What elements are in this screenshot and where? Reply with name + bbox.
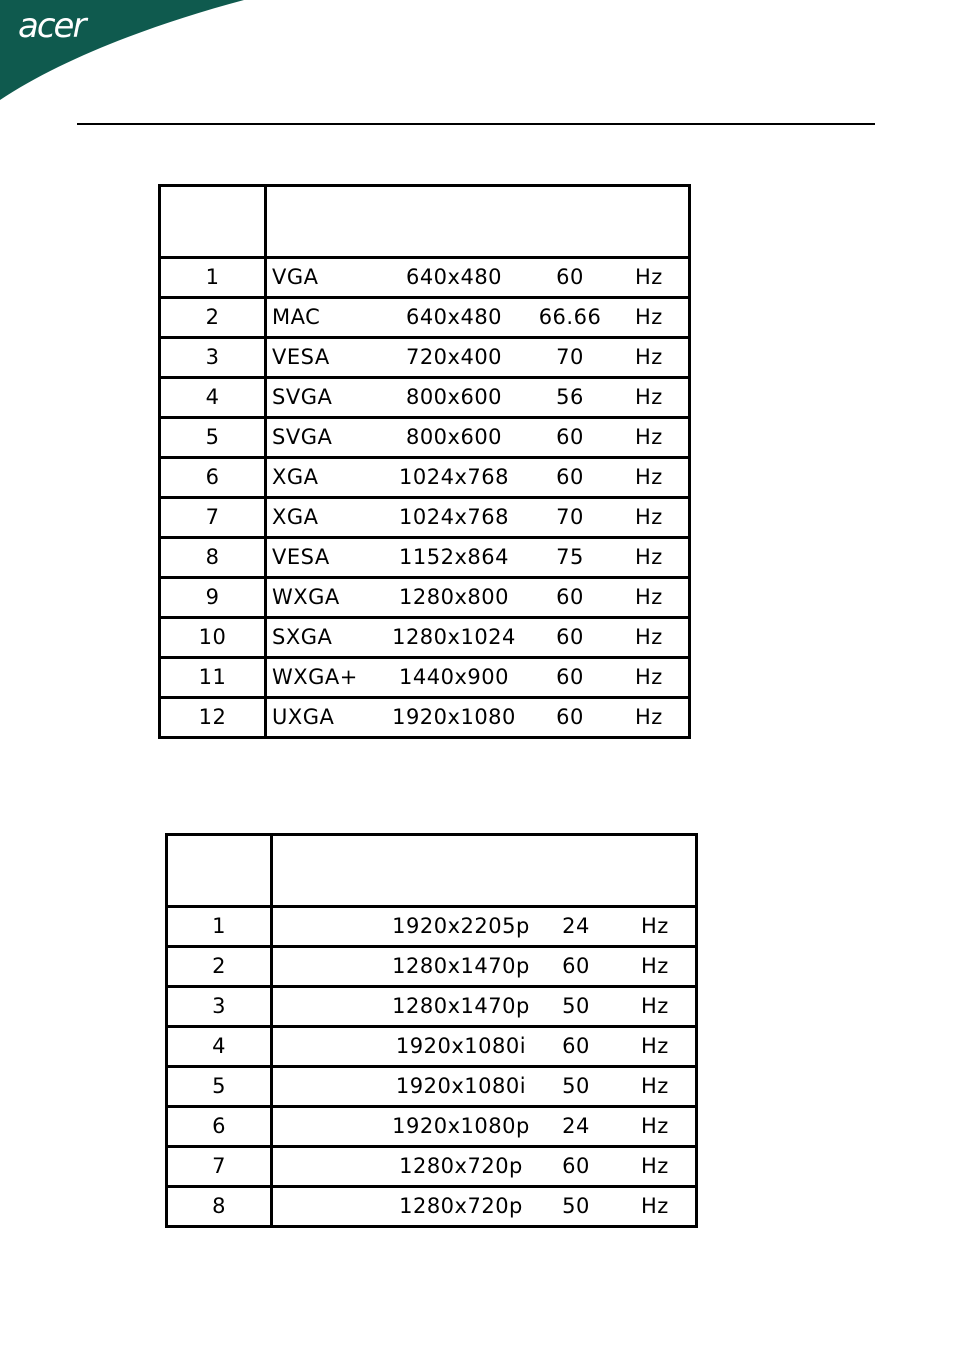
mode-cell <box>266 658 690 698</box>
mode-cell <box>266 538 690 578</box>
row-number: 1 <box>167 907 272 947</box>
header-cell-no <box>160 186 266 258</box>
table-row <box>160 418 690 458</box>
row-number: 2 <box>160 298 266 338</box>
rate-unit: Hz <box>635 425 663 449</box>
table-row <box>160 378 690 418</box>
mode-name: UXGA <box>272 705 335 729</box>
resolution: 1024x768 <box>399 465 509 489</box>
row-number: 2 <box>167 947 272 987</box>
refresh-rate: 75 <box>556 545 584 569</box>
row-number: 8 <box>167 1187 272 1227</box>
refresh-rate: 24 <box>562 1114 590 1138</box>
resolution: 1024x768 <box>399 505 509 529</box>
video-timing-table <box>165 833 698 1228</box>
rate-unit: Hz <box>635 625 663 649</box>
refresh-rate: 60 <box>562 954 590 978</box>
resolution: 1152x864 <box>399 545 509 569</box>
rate-unit: Hz <box>641 914 669 938</box>
table-row <box>167 1107 697 1147</box>
rate-unit: Hz <box>641 1154 669 1178</box>
table-row <box>167 987 697 1027</box>
table-row <box>160 458 690 498</box>
rate-unit: Hz <box>641 1034 669 1058</box>
row-number: 4 <box>167 1027 272 1067</box>
mode-cell <box>266 578 690 618</box>
refresh-rate: 60 <box>562 1034 590 1058</box>
rate-unit: Hz <box>635 505 663 529</box>
refresh-rate: 60 <box>556 705 584 729</box>
rate-unit: Hz <box>635 265 663 289</box>
resolution: 1280x1470p <box>392 994 530 1018</box>
rate-unit: Hz <box>641 994 669 1018</box>
table-row <box>167 947 697 987</box>
rate-unit: Hz <box>635 585 663 609</box>
mode-cell <box>272 1147 697 1187</box>
resolution: 1440x900 <box>399 665 509 689</box>
mode-name: XGA <box>272 505 319 529</box>
mode-cell <box>272 1107 697 1147</box>
mode-name: SVGA <box>272 425 333 449</box>
row-number: 3 <box>160 338 266 378</box>
refresh-rate: 60 <box>556 425 584 449</box>
resolution: 1920x1080p <box>392 1114 530 1138</box>
rate-unit: Hz <box>635 465 663 489</box>
mode-cell <box>272 1187 697 1227</box>
row-number: 7 <box>167 1147 272 1187</box>
resolution: 800x600 <box>405 425 503 449</box>
acer-logo: acer <box>18 6 85 46</box>
rate-unit: Hz <box>635 345 663 369</box>
refresh-rate: 24 <box>562 914 590 938</box>
resolution: 1920x1080 <box>392 705 516 729</box>
table-row <box>167 1187 697 1227</box>
refresh-rate: 66.66 <box>538 305 602 329</box>
resolution: 1280x720p <box>399 1194 523 1218</box>
rate-unit: Hz <box>641 1194 669 1218</box>
table-row <box>160 338 690 378</box>
table-row <box>160 658 690 698</box>
row-number: 6 <box>160 458 266 498</box>
row-number: 11 <box>160 658 266 698</box>
row-number: 8 <box>160 538 266 578</box>
table-row <box>160 258 690 298</box>
pc-timing-table <box>158 184 691 739</box>
rate-unit: Hz <box>641 1114 669 1138</box>
mode-name: XGA <box>272 465 319 489</box>
header-cell-mode <box>266 186 690 258</box>
table-row <box>167 1027 697 1067</box>
rate-unit: Hz <box>641 1074 669 1098</box>
refresh-rate: 50 <box>562 994 590 1018</box>
rate-unit: Hz <box>635 665 663 689</box>
mode-cell <box>272 1067 697 1107</box>
mode-cell <box>272 987 697 1027</box>
refresh-rate: 70 <box>556 345 584 369</box>
mode-cell <box>272 907 697 947</box>
rate-unit: Hz <box>635 385 663 409</box>
mode-cell <box>266 298 690 338</box>
table-row <box>167 1147 697 1187</box>
table-row <box>160 618 690 658</box>
row-number: 4 <box>160 378 266 418</box>
mode-cell <box>266 498 690 538</box>
table-row <box>160 298 690 338</box>
mode-cell <box>266 618 690 658</box>
resolution: 1280x720p <box>399 1154 523 1178</box>
mode-cell <box>266 458 690 498</box>
mode-cell <box>266 338 690 378</box>
resolution: 800x600 <box>405 385 503 409</box>
refresh-rate: 56 <box>556 385 584 409</box>
resolution: 720x400 <box>405 345 503 369</box>
rate-unit: Hz <box>635 705 663 729</box>
resolution: 1920x2205p <box>392 914 530 938</box>
mode-name: VESA <box>272 345 330 369</box>
table-row <box>160 538 690 578</box>
row-number: 12 <box>160 698 266 738</box>
header-cell-mode <box>272 835 697 907</box>
row-number: 1 <box>160 258 266 298</box>
mode-name: SVGA <box>272 385 333 409</box>
table-header-row <box>160 186 690 258</box>
mode-name: WXGA+ <box>272 665 358 689</box>
row-number: 3 <box>167 987 272 1027</box>
row-number: 9 <box>160 578 266 618</box>
resolution: 640x480 <box>405 305 503 329</box>
table-header-row <box>167 835 697 907</box>
mode-name: SXGA <box>272 625 333 649</box>
refresh-rate: 50 <box>562 1074 590 1098</box>
table-row <box>160 498 690 538</box>
table-row <box>160 698 690 738</box>
rate-unit: Hz <box>641 954 669 978</box>
mode-name: MAC <box>272 305 321 329</box>
refresh-rate: 50 <box>562 1194 590 1218</box>
table-row <box>167 1067 697 1107</box>
row-number: 6 <box>167 1107 272 1147</box>
resolution: 1280x1024 <box>392 625 516 649</box>
refresh-rate: 60 <box>556 585 584 609</box>
table-row <box>167 907 697 947</box>
row-number: 5 <box>167 1067 272 1107</box>
refresh-rate: 60 <box>556 625 584 649</box>
mode-cell <box>266 698 690 738</box>
mode-cell <box>266 378 690 418</box>
resolution: 1280x1470p <box>392 954 530 978</box>
mode-name: WXGA <box>272 585 340 609</box>
header-rule <box>77 123 875 125</box>
mode-name: VGA <box>272 265 319 289</box>
rate-unit: Hz <box>635 545 663 569</box>
mode-cell <box>272 947 697 987</box>
refresh-rate: 60 <box>562 1154 590 1178</box>
mode-cell <box>266 258 690 298</box>
row-number: 10 <box>160 618 266 658</box>
resolution: 640x480 <box>405 265 503 289</box>
row-number: 7 <box>160 498 266 538</box>
header-cell-no <box>167 835 272 907</box>
mode-cell <box>266 418 690 458</box>
resolution: 1280x800 <box>399 585 509 609</box>
refresh-rate: 60 <box>556 265 584 289</box>
row-number: 5 <box>160 418 266 458</box>
table-row <box>160 578 690 618</box>
mode-name: VESA <box>272 545 330 569</box>
refresh-rate: 60 <box>556 665 584 689</box>
refresh-rate: 70 <box>556 505 584 529</box>
resolution: 1920x1080i <box>395 1034 527 1058</box>
mode-cell <box>272 1027 697 1067</box>
rate-unit: Hz <box>635 305 663 329</box>
resolution: 1920x1080i <box>395 1074 527 1098</box>
refresh-rate: 60 <box>556 465 584 489</box>
